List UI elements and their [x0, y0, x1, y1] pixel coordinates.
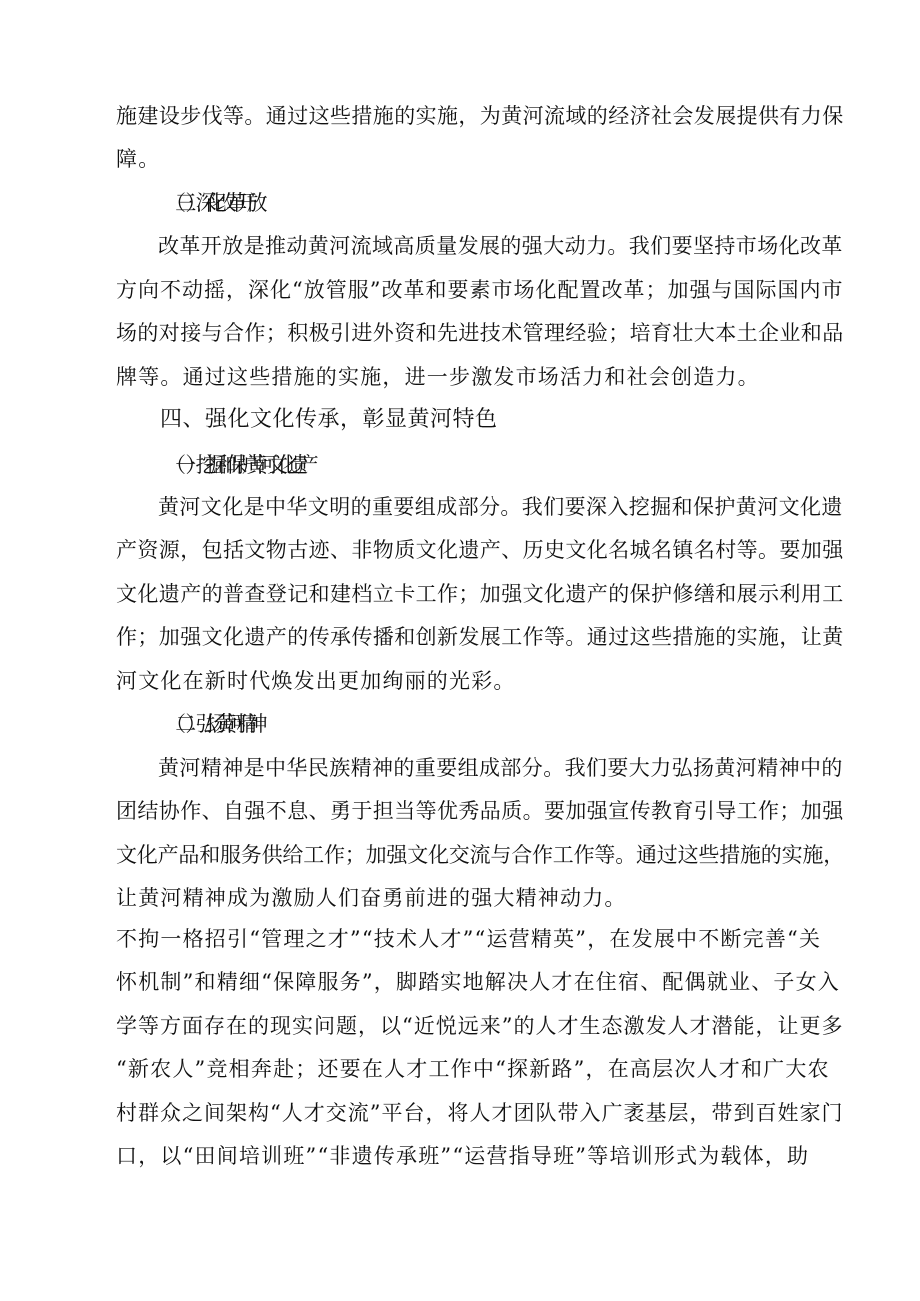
paragraph-line: 牌等。通过这些措施的实施，进一步激发市场活力和社会创造力。 [116, 365, 760, 389]
paragraph-line: 改革开放是推动黄河流域高质量发展的强大动力。我们要坚持市场化改革 [158, 234, 843, 258]
paragraph-line: 作；加强文化遗产的传承传播和创新发展工作等。通过这些措施的实施，让黄 [116, 625, 844, 649]
intro-line-2: 障。 [116, 147, 161, 171]
paragraph-line: 方向不动摇，深化“放管服”改革和要素市场化配置改革；加强与国际国内市 [116, 278, 844, 302]
paragraph-line: 村群众之间架构“人才交流”平台，将人才团队带入广袤基层，带到百姓家门 [116, 1101, 844, 1125]
paragraph-line: 黄河文化是中华文明的重要组成部分。我们要深入挖掘和保护黄河文化遗 [158, 495, 843, 519]
paragraph-line: 团结协作、自强不息、勇于担当等优秀品质。要加强宣传教育引导工作；加强 [116, 799, 844, 823]
paragraph-line: 学等方面存在的现实问题，以“近悦远来”的人才生态激发人才潜能，让更多 [116, 1014, 844, 1038]
intro-line-1: 施建设步伐等。通过这些措施的实施，为黄河流域的经济社会发展提供有力保 [116, 104, 844, 128]
section-4-sub2-title: （二）弘扬黄河精神 [165, 712, 257, 736]
paragraph-line: 文化遗产的普查登记和建档立卡工作；加强文化遗产的保护修缮和展示利用工 [116, 582, 844, 606]
paragraph-line: 让黄河精神成为激励人们奋勇前进的强大精神动力。 [116, 886, 627, 910]
paragraph-line: 怀机制”和精细“保障服务”，脚踏实地解决人才在住宿、配偶就业、子女入 [116, 970, 841, 994]
subsection-3-title: （三）深化改革开放 [165, 191, 257, 215]
paragraph-line: 场的对接与合作；积极引进外资和先进技术管理经验；培育壮大本土企业和品 [116, 321, 844, 345]
paragraph-line: 河文化在新时代焕发出更加绚丽的光彩。 [116, 669, 516, 693]
paragraph-line: 不拘一格招引“管理之才”“技术人才”“运营精英”，在发展中不断完善“关 [116, 927, 822, 951]
paragraph-line: 黄河精神是中华民族精神的重要组成部分。我们要大力弘扬黄河精神中的 [158, 756, 843, 780]
paragraph-line: 口，以“田间培训班”“非遗传承班”“运营指导班”等培训形式为载体，助 [116, 1144, 810, 1168]
paragraph-line: “新农人”竞相奔赴；还要在人才工作中“探新路”，在高层次人才和广大农 [116, 1057, 830, 1081]
paragraph-line: 文化产品和服务供给工作；加强文化交流与合作工作等。通过这些措施的实施， [116, 843, 844, 867]
section-4-heading: 四、强化文化传承，彰显黄河特色 [160, 407, 498, 432]
paragraph-line: 产资源，包括文物古迹、非物质文化遗产、历史文化名城名镇名村等。要加强 [116, 538, 844, 562]
section-4-sub1-title: （一）挖掘和保护黄河文化遗产 [165, 453, 308, 477]
